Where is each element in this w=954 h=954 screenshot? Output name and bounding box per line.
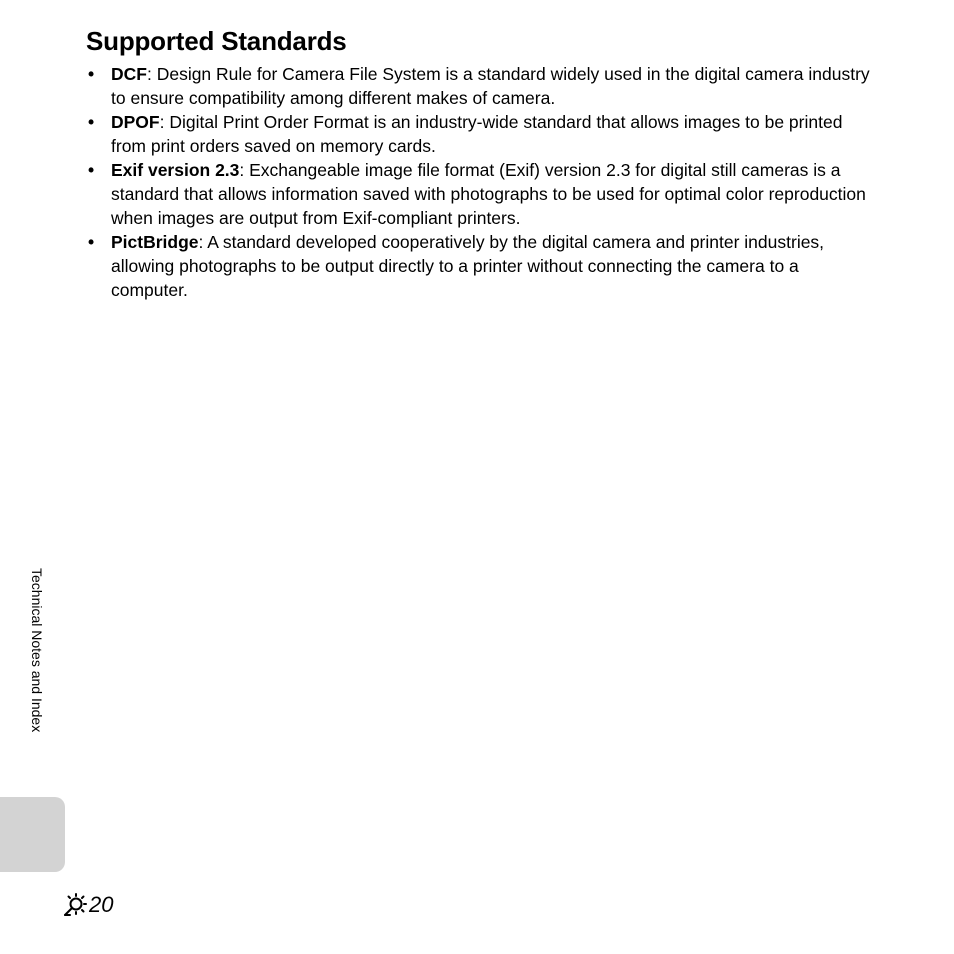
bullet-icon: •: [88, 160, 95, 180]
sun-lamp-icon: [62, 892, 88, 918]
bullet-icon: •: [88, 232, 95, 252]
section-side-label: Technical Notes and Index: [29, 568, 45, 733]
standard-term: DCF: [111, 64, 147, 84]
list-item: [86, 158, 876, 230]
list-item: [86, 110, 876, 158]
page-number-text: 20: [89, 892, 114, 917]
list-item: [86, 230, 876, 302]
bullet-icon: •: [88, 112, 95, 132]
standards-list: [86, 62, 876, 302]
standard-term: DPOF: [111, 112, 160, 132]
bullet-icon: •: [88, 64, 95, 84]
standard-description: : Design Rule for Camera File System is a standard widely used in the digital camera industry to ensure compatibility among different makes of camera.: [111, 64, 870, 108]
section-tab: [0, 797, 65, 872]
standard-description: : Exchangeable image file format (Exif) version 2.3 for digital still cameras is a standard that allows information saved with photographs to be used for optimal color reproduction when images are output from Exif-compliant printers.: [111, 160, 866, 228]
standard-term: Exif version 2.3: [111, 160, 240, 180]
page-number: [62, 892, 113, 918]
list-item: [86, 62, 876, 110]
standard-description: : Digital Print Order Format is an industry-wide standard that allows images to be printed from print orders saved on memory cards.: [111, 112, 843, 156]
page-title: Supported Standards: [86, 26, 347, 56]
standard-term: PictBridge: [111, 232, 199, 252]
standard-description: : A standard developed cooperatively by the digital camera and printer industries, allowing photographs to be output directly to a printer without connecting the camera to a computer.: [111, 232, 825, 300]
